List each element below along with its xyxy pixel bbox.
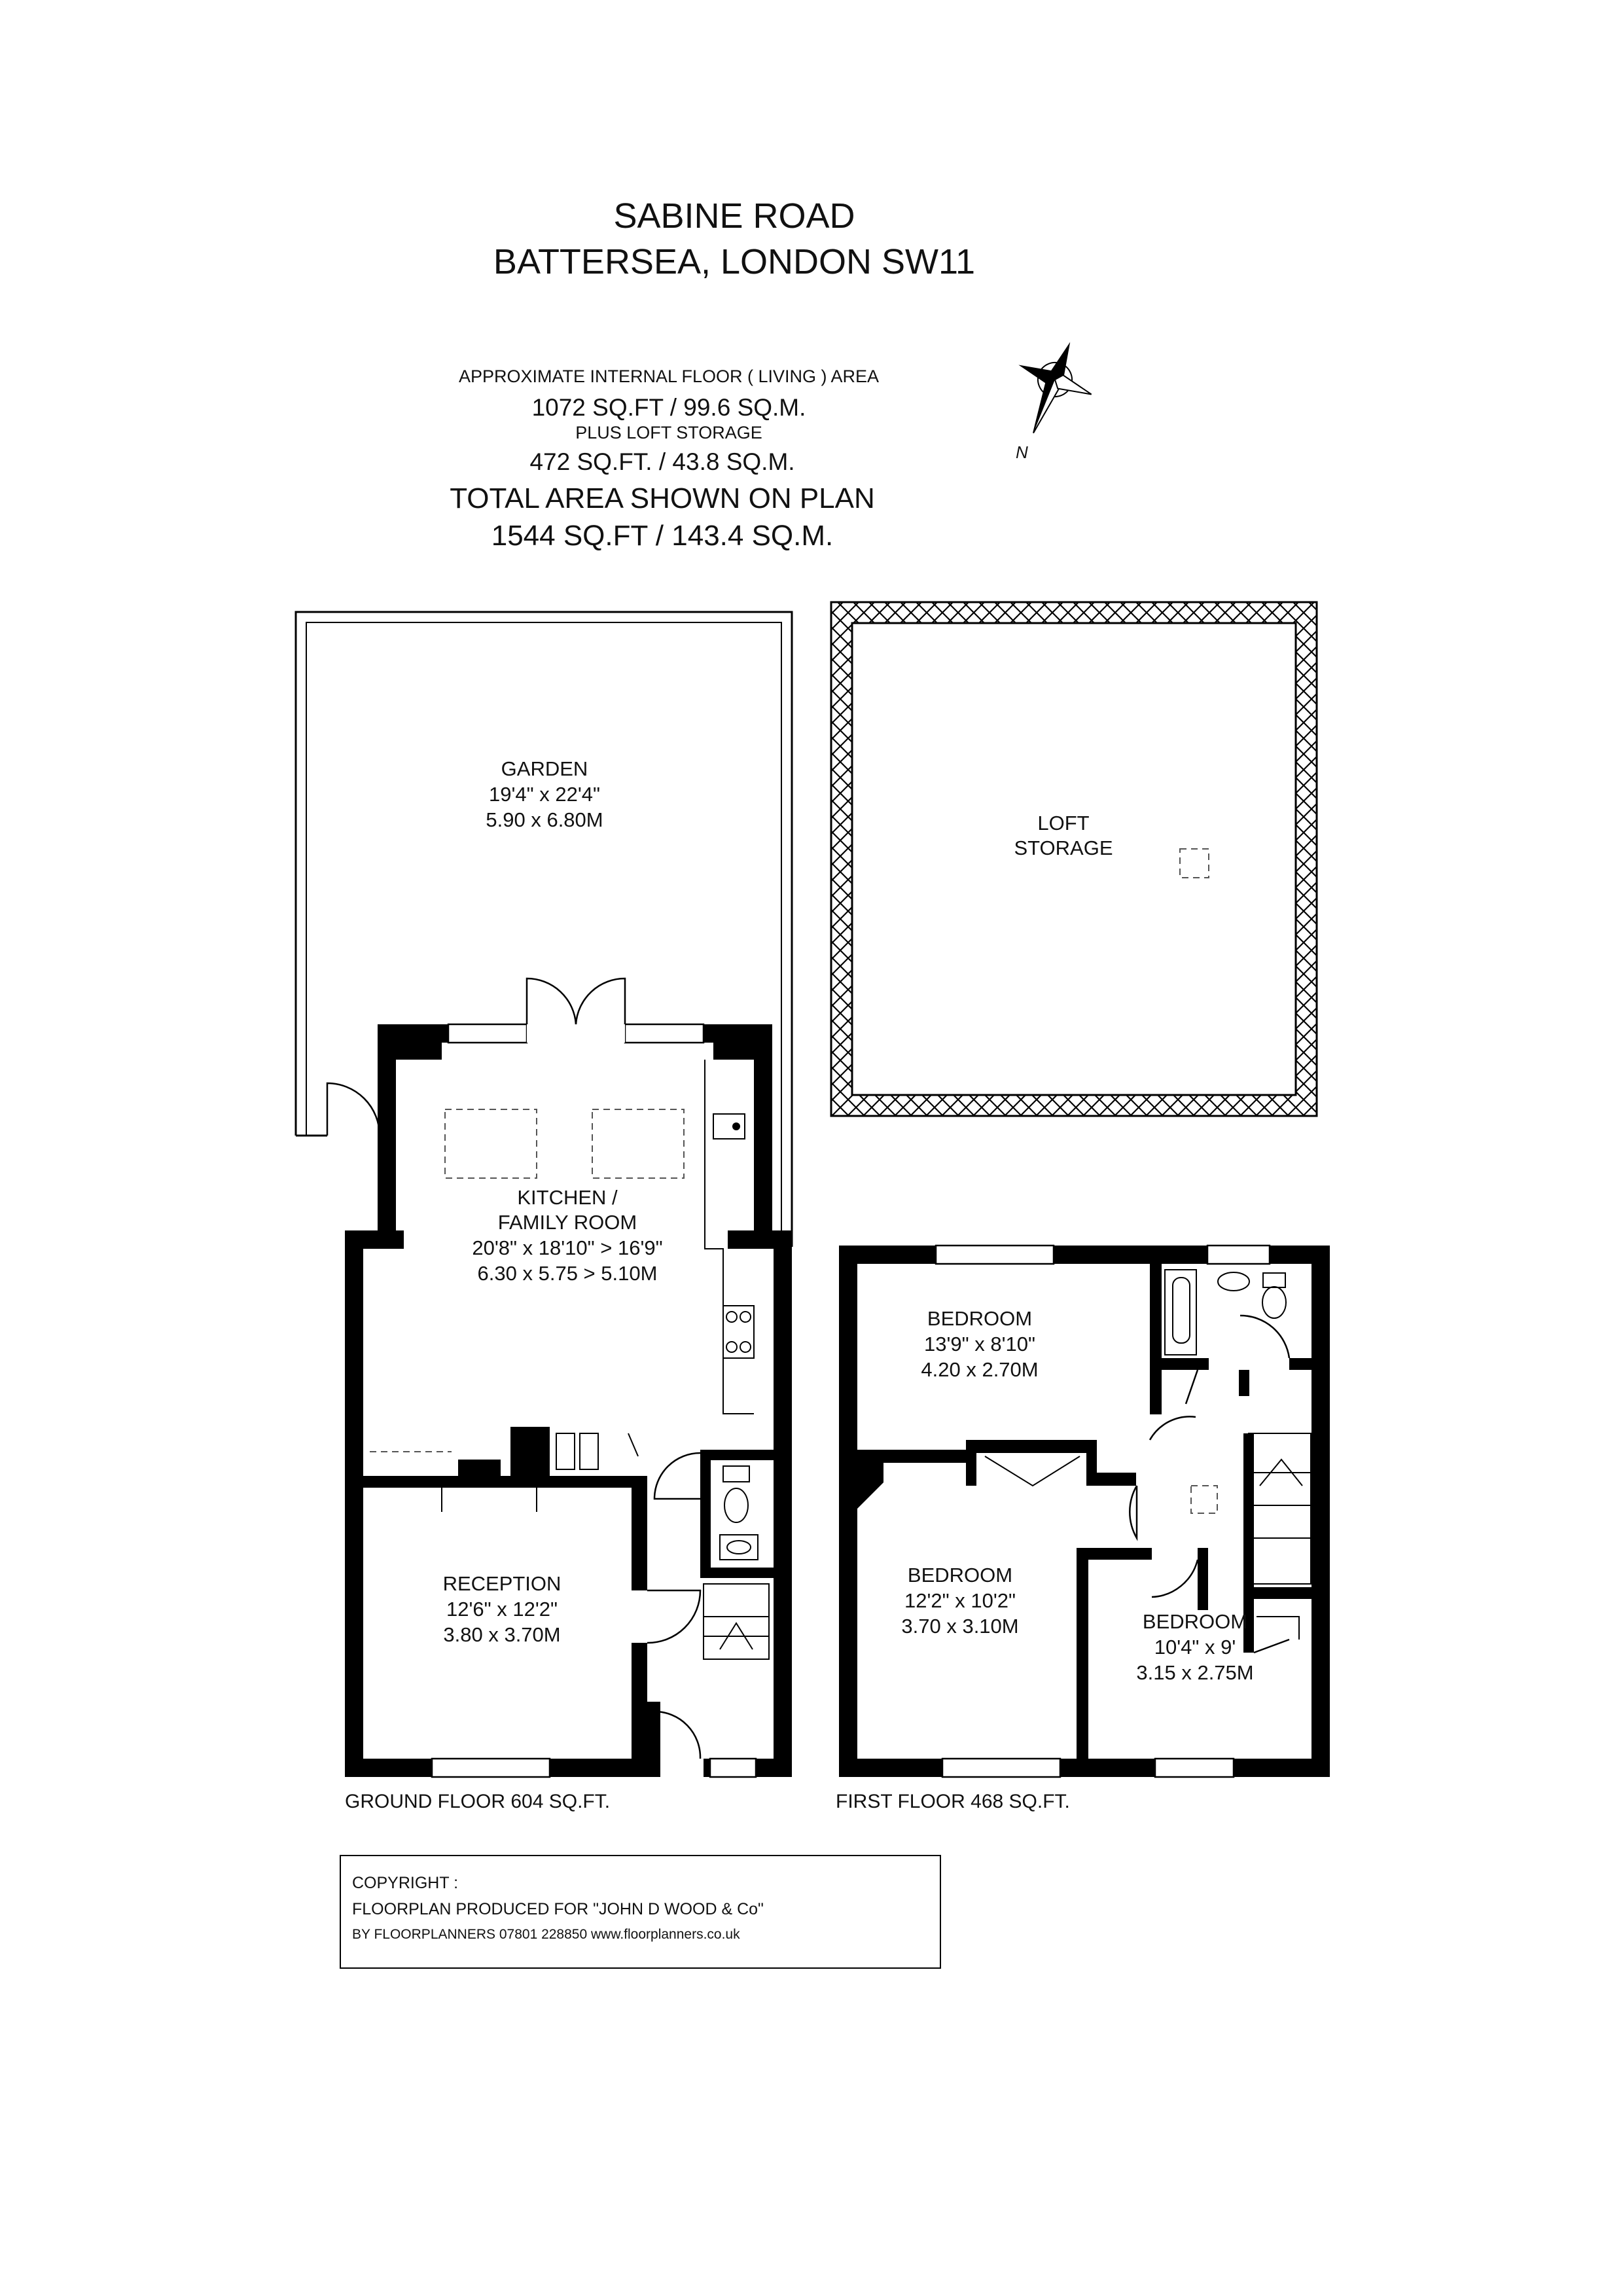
bedroom-1-dimensions-metric: 4.20 x 2.70M <box>921 1358 1039 1381</box>
copyright-line-3: BY FLOORPLANNERS 07801 228850 www.floorplanners.co.uk <box>352 1927 740 1942</box>
garden-dimensions-metric: 5.90 x 6.80M <box>486 808 603 831</box>
title-line-2: BATTERSEA, LONDON SW11 <box>493 242 976 281</box>
bedroom-2-label: BEDROOM <box>907 1564 1013 1587</box>
compass-rose-icon <box>997 327 1106 448</box>
bedroom-3-dimensions-metric: 3.15 x 2.75M <box>1136 1661 1254 1684</box>
garden-outline <box>296 612 792 1247</box>
kitchen-label-line-2: FAMILY ROOM <box>497 1211 637 1234</box>
ground-floor-plan <box>345 978 792 1777</box>
copyright-line-1: COPYRIGHT : <box>352 1874 459 1892</box>
total-area-value: 1544 SQ.FT / 143.4 SQ.M. <box>491 520 834 552</box>
bedroom-3-dimensions-imperial: 10'4" x 9' <box>1154 1636 1236 1659</box>
kitchen-dimensions-imperial: 20'8" x 18'10" > 16'9" <box>472 1236 663 1259</box>
garden-label: GARDEN <box>501 757 588 780</box>
first-floor-plan <box>839 1246 1330 1777</box>
bedroom-1-label: BEDROOM <box>927 1307 1033 1330</box>
compass-north-label: N <box>1016 442 1028 462</box>
reception-label: RECEPTION <box>442 1572 562 1595</box>
internal-area-label: APPROXIMATE INTERNAL FLOOR ( LIVING ) AREA <box>458 367 880 386</box>
area-summary <box>450 367 879 552</box>
total-area-label: TOTAL AREA SHOWN ON PLAN <box>450 482 875 514</box>
kitchen-label-line-1: KITCHEN / <box>517 1186 618 1209</box>
ground-floor-label: GROUND FLOOR 604 SQ.FT. <box>345 1791 611 1812</box>
loft-label-line-1: LOFT <box>1037 812 1090 834</box>
copyright-line-2: FLOORPLAN PRODUCED FOR "JOHN D WOOD & Co" <box>352 1900 764 1918</box>
first-floor-label: FIRST FLOOR 468 SQ.FT. <box>836 1791 1070 1812</box>
title-line-1: SABINE ROAD <box>613 196 855 236</box>
bedroom-1-dimensions-imperial: 13'9" x 8'10" <box>923 1333 1036 1355</box>
kitchen-dimensions-metric: 6.30 x 5.75 > 5.10M <box>477 1262 658 1285</box>
garden-dimensions-imperial: 19'4" x 22'4" <box>488 783 601 806</box>
loft-area-label: PLUS LOFT STORAGE <box>575 423 762 442</box>
loft-area-value: 472 SQ.FT. / 43.8 SQ.M. <box>529 448 795 475</box>
internal-area-value: 1072 SQ.FT / 99.6 SQ.M. <box>531 394 806 421</box>
reception-dimensions-imperial: 12'6" x 12'2" <box>446 1598 558 1621</box>
reception-dimensions-metric: 3.80 x 3.70M <box>443 1623 561 1646</box>
loft-label-line-2: STORAGE <box>1014 836 1113 859</box>
header <box>493 196 975 281</box>
bedroom-2-dimensions-imperial: 12'2" x 10'2" <box>904 1589 1016 1612</box>
bedroom-3-label: BEDROOM <box>1142 1610 1248 1633</box>
bedroom-2-dimensions-metric: 3.70 x 3.10M <box>901 1615 1019 1638</box>
